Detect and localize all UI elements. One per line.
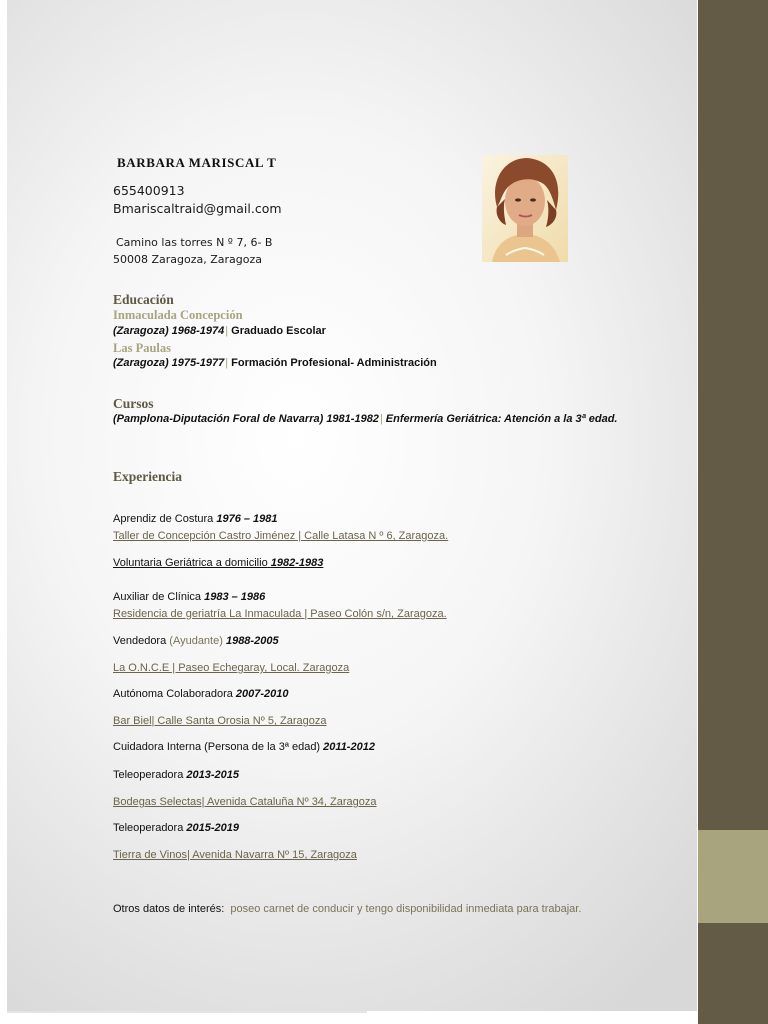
experience-role-2: [113, 557, 323, 569]
other-info-text: poseo carnet de conducir y tengo disponibilidad inmediata para trabajar.: [230, 903, 582, 915]
experience-role-3: [113, 591, 265, 603]
experience-place-5[interactable]: Bar Biel| Calle Santa Orosia Nº 5, Zaragoza: [113, 715, 327, 727]
job-dates: 1983 – 1986: [204, 591, 266, 603]
experience-role-7: [113, 769, 239, 781]
decorative-side-band-bottom: [698, 923, 768, 1024]
education-place-dates: (Zaragoza) 1975-1977: [113, 357, 225, 369]
experience-role-6: [113, 741, 375, 753]
experience-role-1: [113, 513, 278, 525]
experience-place-7[interactable]: Bodegas Selectas| Avenida Cataluña Nº 34, Zaragoza: [113, 796, 377, 808]
job-role: Voluntaria Geriátrica a domicilio: [113, 557, 268, 569]
job-note: (Ayudante): [169, 635, 223, 647]
experience-title: Experiencia: [113, 469, 182, 484]
experience-role-5: [113, 688, 289, 700]
course-entry-1: (Pamplona-Diputación Foral de Navarra) 1981-1982| Enfermería Geriátrica: Atención a la 3ª edad.: [113, 413, 618, 425]
other-info: [113, 903, 581, 915]
address-line-1: Camino las torres N º 7, 6- B: [116, 236, 273, 249]
experience-role-8: [113, 822, 239, 834]
job-dates: 2013-2015: [186, 769, 240, 781]
job-role: Aprendiz de Costura: [113, 513, 214, 525]
address-line-2: 50008 Zaragoza, Zaragoza: [113, 253, 263, 266]
job-role: Teleoperadora: [113, 822, 184, 834]
experience-role-4: [113, 635, 279, 647]
decorative-side-band: [698, 0, 768, 830]
experience-place-1[interactable]: Taller de Concepción Castro Jiménez | Calle Latasa N º 6, Zaragoza.: [113, 530, 449, 542]
phone-number: 655400913: [113, 183, 185, 198]
experience-place-3[interactable]: Residencia de geriatría La Inmaculada | Paseo Colón s/n, Zaragoza.: [113, 608, 447, 620]
job-role: Cuidadora Interna (Persona de la 3ª edad): [113, 741, 321, 753]
course-name: Enfermería Geriátrica: Atención a la 3ª edad.: [385, 413, 618, 425]
profile-photo: [482, 155, 568, 262]
job-role: Auxiliar de Clínica: [113, 591, 202, 603]
education-place-dates: (Zaragoza) 1968-1974: [113, 325, 225, 337]
job-role: Teleoperadora: [113, 769, 184, 781]
page-bottom-edge: [7, 1011, 367, 1013]
job-dates: 2011-2012: [323, 741, 375, 753]
experience-place-8[interactable]: Tierra de Vinos| Avenida Navarra Nº 15, Zaragoza: [113, 849, 357, 861]
education-entry-1: (Zaragoza) 1968-1974| Graduado Escolar: [113, 325, 326, 337]
job-dates: 2007-2010: [235, 688, 289, 700]
job-dates: 2015-2019: [186, 822, 240, 834]
candidate-name: BARBARA MARISCAL T: [117, 155, 277, 170]
job-dates: 1976 – 1981: [216, 513, 278, 525]
job-role: Autónoma Colaboradora: [113, 688, 233, 700]
education-school-1: Inmaculada Concepción: [113, 308, 243, 322]
education-title: Educación: [113, 292, 174, 307]
experience-place-4[interactable]: La O.N.C.E | Paseo Echegaray, Local. Zaragoza: [113, 662, 350, 674]
education-entry-2: (Zaragoza) 1975-1977| Formación Profesional- Administración: [113, 357, 437, 369]
other-info-label: Otros datos de interés:: [113, 903, 225, 915]
courses-title: Cursos: [113, 396, 154, 411]
email-address: Bmariscaltraid@gmail.com: [113, 201, 282, 216]
job-dates: 1982-1983: [270, 557, 324, 569]
job-role: Vendedora: [113, 635, 167, 647]
decorative-side-band-accent: [698, 830, 768, 923]
course-place-dates: (Pamplona-Diputación Foral de Navarra) 1981-1982: [113, 413, 379, 425]
education-school-2: Las Paulas: [113, 341, 172, 355]
education-degree: Graduado Escolar: [231, 325, 326, 337]
job-dates: 1988-2005: [225, 635, 279, 647]
education-degree: Formación Profesional- Administración: [231, 357, 437, 369]
